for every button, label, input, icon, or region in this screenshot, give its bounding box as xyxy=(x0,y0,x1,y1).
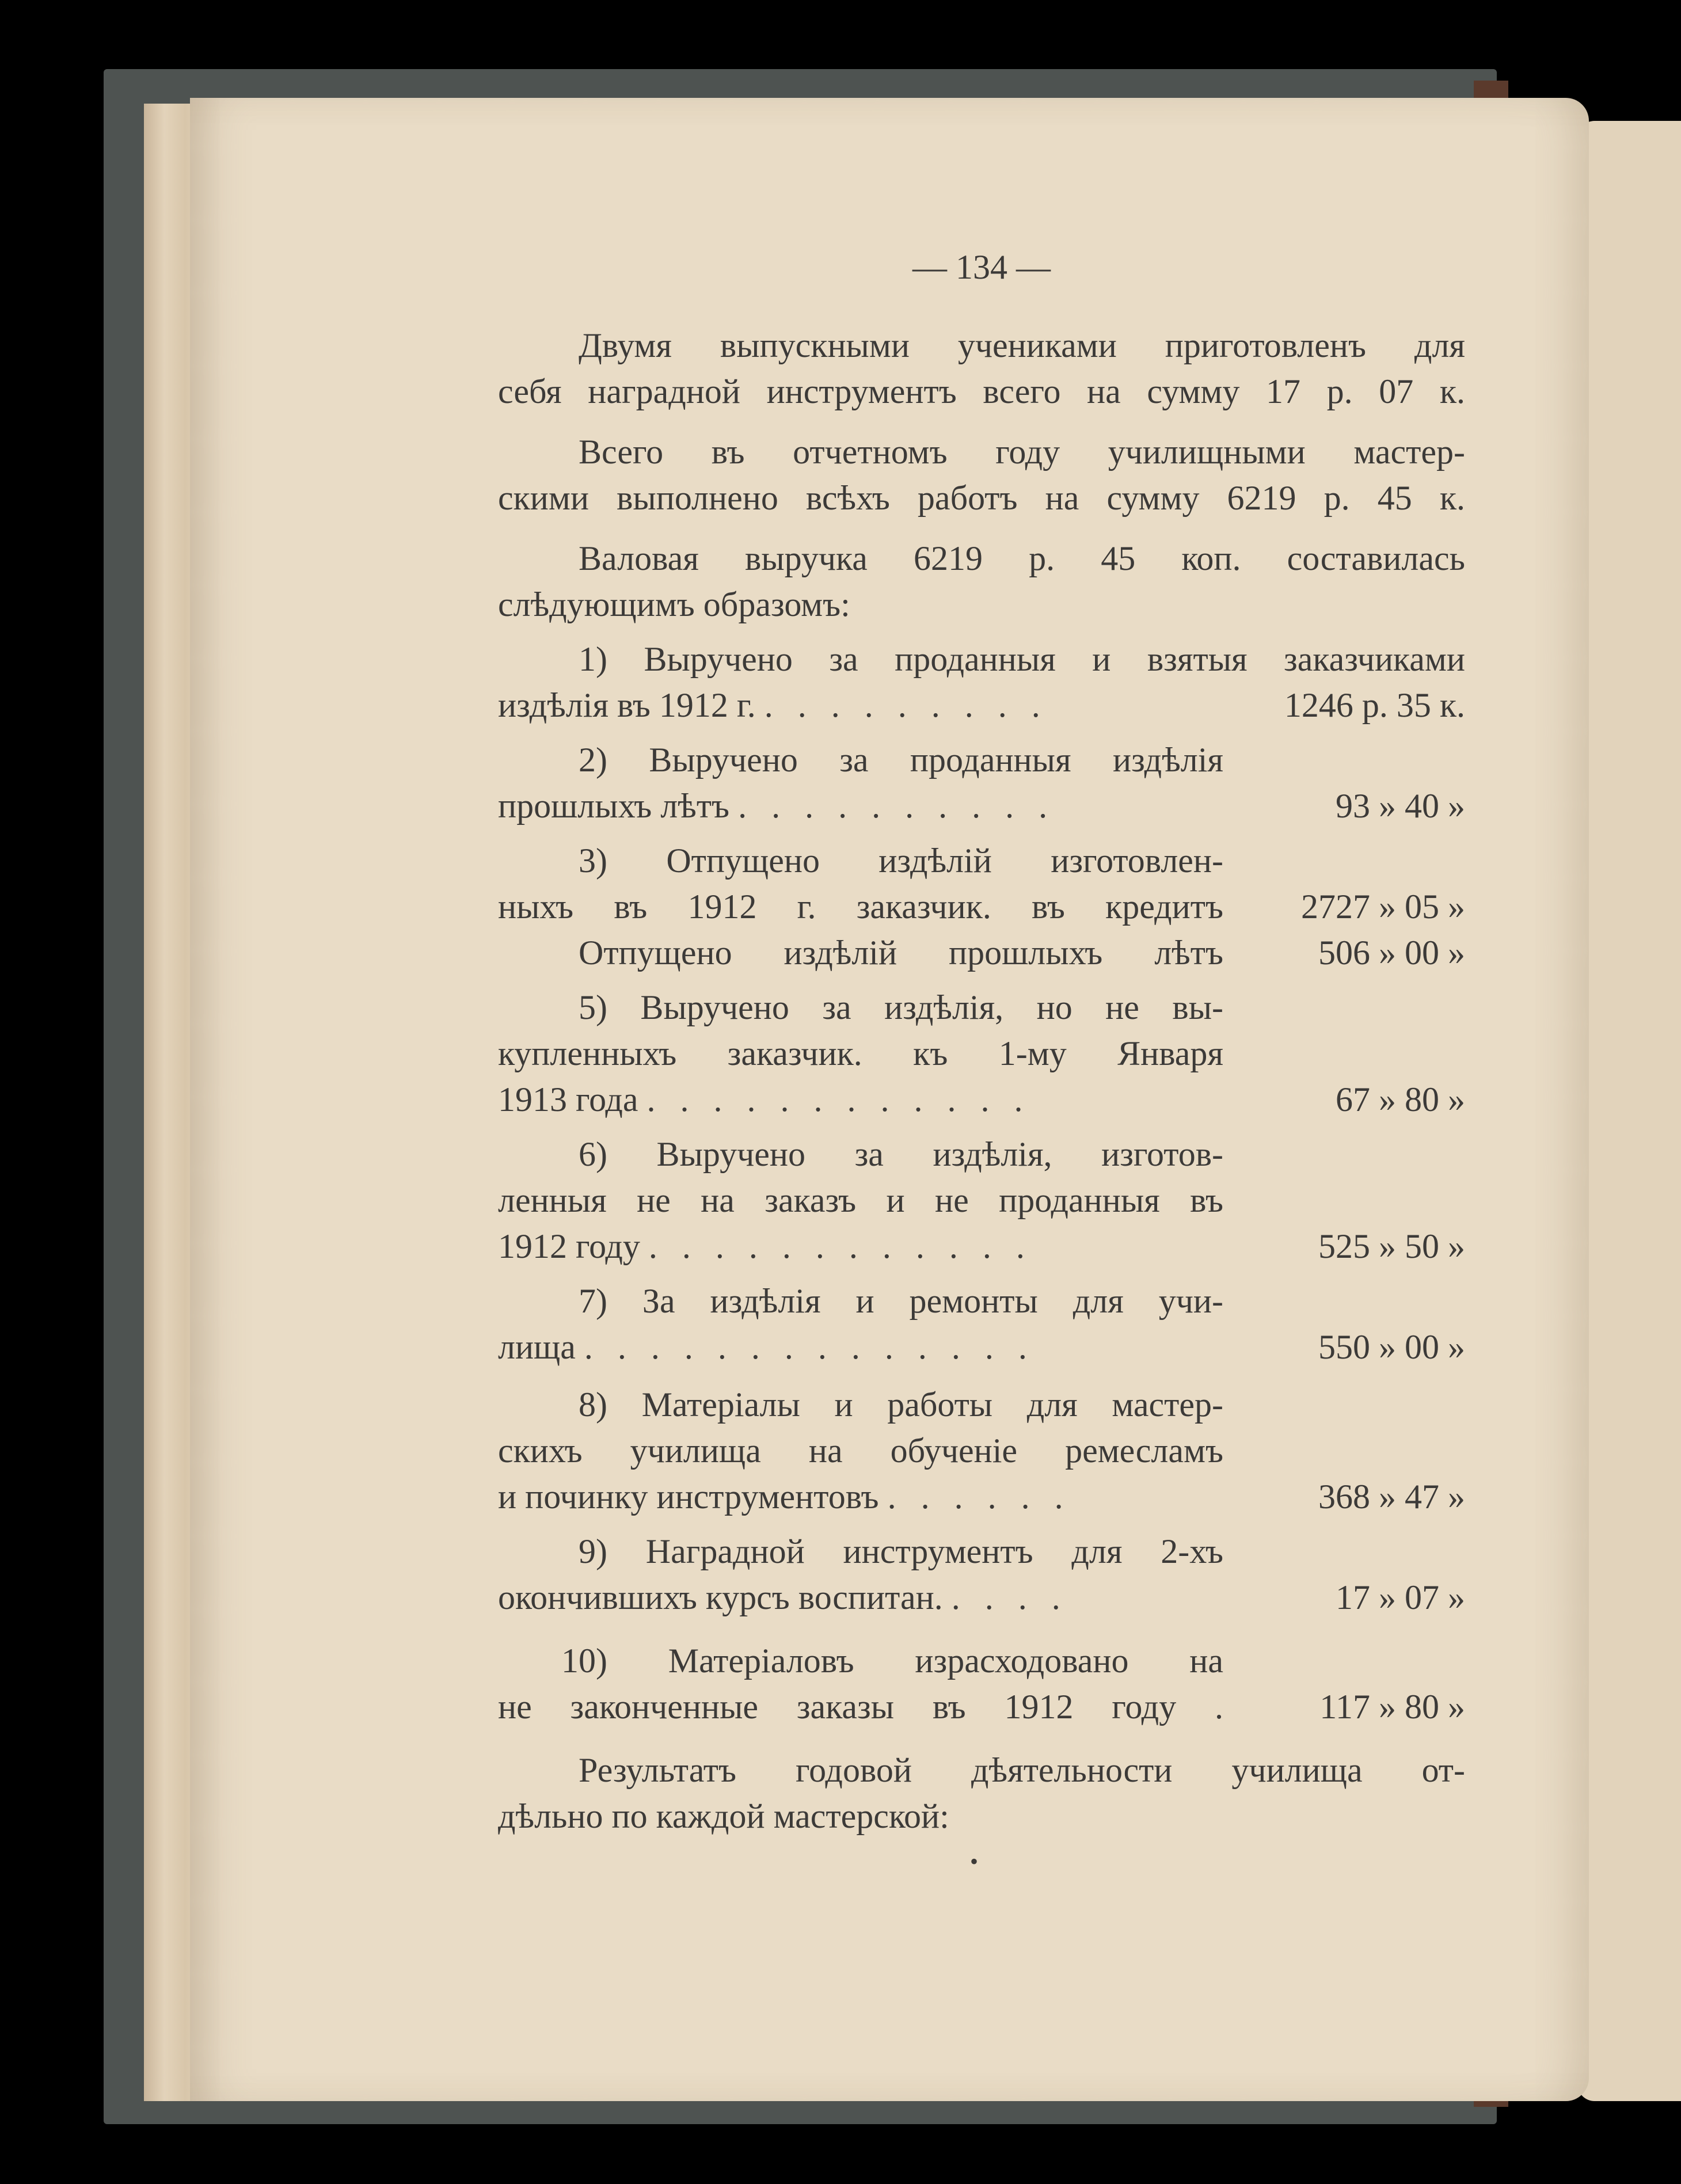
entry-text: 1912 году xyxy=(498,1227,640,1265)
leader-dots: . . . . . . xyxy=(887,1478,1071,1516)
final-paragraph-line-2: дѣльно по каждой мастерской: xyxy=(498,1797,949,1835)
entry-line: 2) Выручено за проданныя издѣлія xyxy=(579,741,1223,779)
entry-line: ленныя не на заказъ и не проданныя въ xyxy=(498,1181,1223,1219)
final-paragraph-line-1: Результатъ годовой дѣятельности училища от- xyxy=(579,1751,1465,1789)
page-number: — 134 — xyxy=(912,248,1051,286)
entry-line: 9) Наградной инструментъ для 2-хъ xyxy=(579,1532,1223,1570)
entry-amount: 1246 р. 35 к. xyxy=(1284,686,1465,724)
leader-dots: . . . . . . . . . . . . xyxy=(646,1080,1031,1118)
leader-dots: . . . . . . . . . . . . . . xyxy=(584,1328,1035,1366)
entry-amount: 550 » 00 » xyxy=(1318,1328,1465,1366)
entry-line: 3) Отпущено издѣлій изготовлен- xyxy=(579,842,1223,880)
entry-line: 7) За издѣлія и ремонты для учи- xyxy=(579,1282,1223,1320)
entry-amount: 368 » 47 » xyxy=(1318,1478,1465,1516)
entry-text: 1913 года xyxy=(498,1080,638,1118)
entry-line: 1) Выручено за проданныя и взятыя заказчиками xyxy=(579,640,1465,678)
entry-text: и починку инструментовъ xyxy=(498,1478,879,1516)
entry-line xyxy=(498,682,1223,728)
entry-line: 6) Выручено за издѣлія, изготов- xyxy=(579,1135,1223,1173)
entry-line: Отпущено издѣлій прошлыхъ лѣтъ xyxy=(579,934,1223,972)
entry-line: 5) Выручено за издѣлія, но не вы- xyxy=(579,988,1223,1026)
leader-dots: . . . . . . . . . . xyxy=(738,787,1056,825)
entry-amount: 117 » 80 » xyxy=(1319,1688,1465,1726)
leader-dots: . . . . . . . . . . . . xyxy=(648,1227,1033,1265)
entry-amount: 17 » 07 » xyxy=(1336,1578,1465,1616)
entry-amount: 2727 » 05 » xyxy=(1301,888,1465,926)
entry-line: ныхъ въ 1912 г. заказчик. въ кредитъ xyxy=(498,888,1223,926)
paragraph-3-line-1: Валовая выручка 6219 р. 45 коп. составилась xyxy=(579,539,1465,577)
entry-line: 8) Матеріалы и работы для мастер- xyxy=(579,1386,1223,1424)
entry-line xyxy=(498,1223,1223,1269)
next-page-edge xyxy=(1577,121,1681,2101)
entry-amount: 525 » 50 » xyxy=(1318,1227,1465,1265)
paragraph-3-line-2: слѣдующимъ образомъ: xyxy=(498,585,850,623)
entry-line: 10) Матеріаловъ израсходовано на xyxy=(561,1642,1223,1680)
entry-line xyxy=(498,1324,1223,1370)
entry-text: прошлыхъ лѣтъ xyxy=(498,787,730,825)
paragraph-2-line-1: Всего въ отчетномъ году училищными мастер- xyxy=(579,433,1465,471)
entry-amount: 506 » 00 » xyxy=(1318,934,1465,972)
entry-line xyxy=(498,1076,1223,1123)
entry-line: скихъ училища на обученіе ремесламъ xyxy=(498,1432,1223,1470)
entry-amount: 67 » 80 » xyxy=(1336,1080,1465,1118)
entry-text: лища xyxy=(498,1328,576,1366)
leader-dots: . . . . . . . . . xyxy=(764,686,1048,724)
entry-line xyxy=(498,1574,1223,1620)
entry-line xyxy=(498,1474,1223,1520)
entry-text: издѣлія въ 1912 г. xyxy=(498,686,756,724)
entry-line: не законченные заказы въ 1912 году . xyxy=(498,1688,1223,1726)
paragraph-2-line-2: скими выполнено всѣхъ работъ на сумму 6219 р. 45 к. xyxy=(498,479,1465,517)
entry-amount: 93 » 40 » xyxy=(1336,787,1465,825)
entry-line: купленныхъ заказчик. къ 1-му Января xyxy=(498,1034,1223,1072)
paragraph-1-line-2: себя наградной инструментъ всего на сумму 17 р. 07 к. xyxy=(498,372,1465,410)
leader-dots: . . . . xyxy=(951,1578,1068,1616)
paragraph-1-line-1: Двумя выпускными учениками приготовленъ для xyxy=(579,326,1465,364)
ornament-dot: • xyxy=(970,1848,979,1874)
entry-line xyxy=(498,783,1223,829)
entry-text: окончившихъ курсъ воспитан. xyxy=(498,1578,943,1616)
